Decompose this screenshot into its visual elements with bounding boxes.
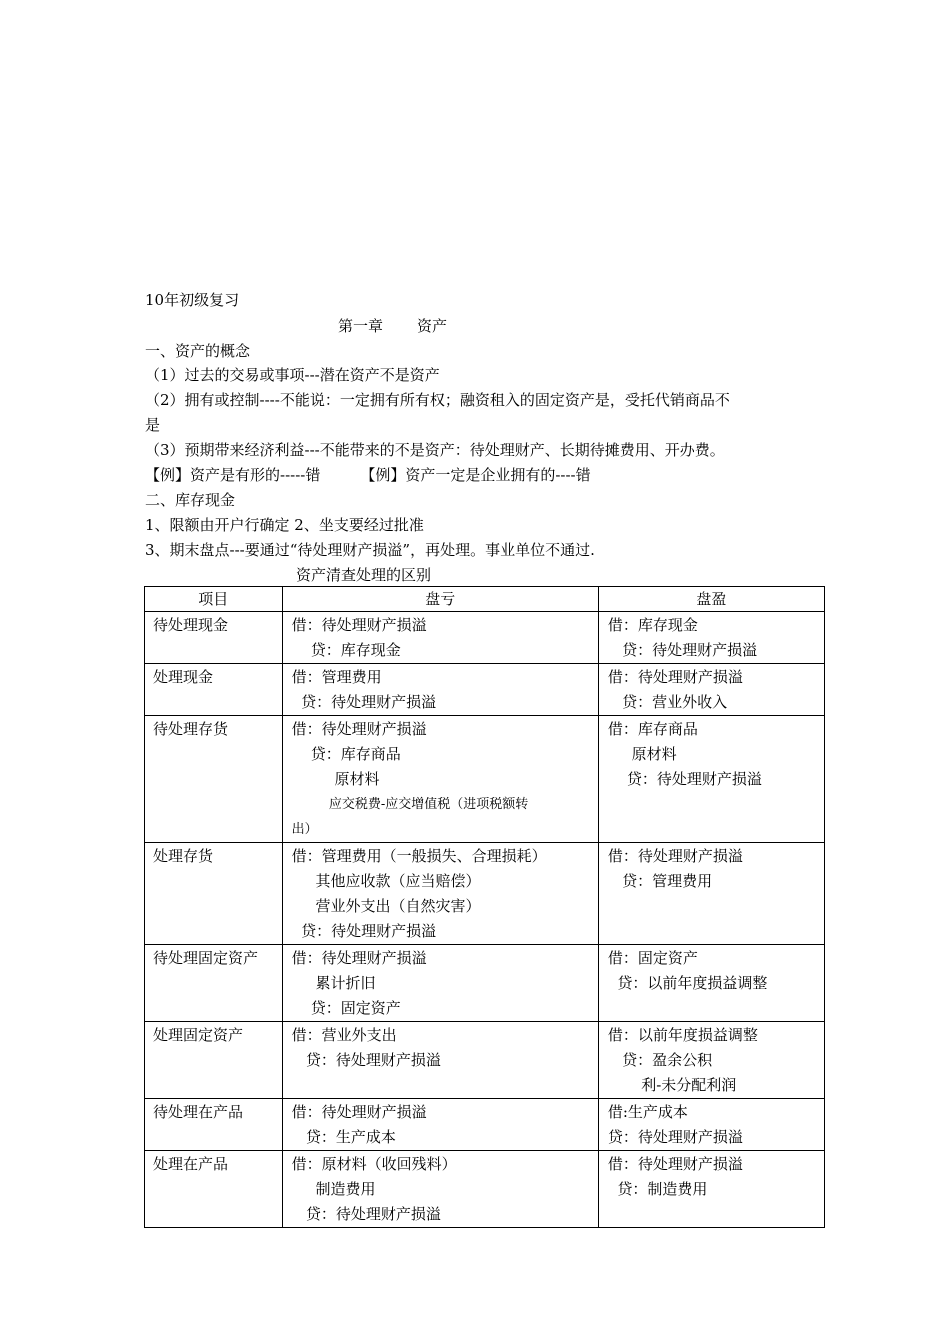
column-header-loss: 盘亏 [282, 587, 598, 612]
table-row [145, 1151, 825, 1228]
section-heading: 二、库存现金 [145, 491, 236, 509]
entry-line: 贷：待处理财产损溢 [291, 1205, 441, 1223]
paragraph-line: 3、期末盘点---要通过“待处理财产损溢”，再处理。事业单位不通过. [145, 541, 595, 559]
paragraph-line: （3）预期带来经济利益---不能带来的不是资产：待处理财产、长期待摊费用、开办费。 [145, 441, 725, 459]
entry-line: 贷：库存商品 [291, 745, 401, 763]
entry-line: 贷：盈余公积 [607, 1051, 713, 1069]
entry-line: 借：以前年度损益调整 [607, 1026, 758, 1044]
row-loss-cell [282, 1151, 598, 1228]
row-item-label: 处理在产品 [153, 1155, 229, 1173]
row-item-cell [145, 1022, 283, 1099]
row-gain-cell [598, 843, 824, 945]
entry-line: 借：固定资产 [607, 949, 698, 967]
paragraph-line: 是 [145, 416, 161, 434]
table-row [145, 843, 825, 945]
table-caption: 资产清查处理的区别 [296, 566, 432, 584]
row-item-cell [145, 1151, 283, 1228]
entry-line: 贷：营业外收入 [607, 693, 728, 711]
row-loss-cell [282, 1022, 598, 1099]
table-row [145, 612, 825, 664]
paragraph-line: （1）过去的交易或事项---潜在资产不是资产 [145, 366, 440, 384]
row-loss-cell [282, 716, 598, 843]
example-text: 【例】资产一定是企业拥有的----错 [360, 466, 591, 484]
row-item-cell [145, 612, 283, 664]
entry-line: 借：库存商品 [607, 720, 698, 738]
example-line [145, 465, 591, 485]
row-item-label: 处理固定资产 [153, 1026, 244, 1044]
row-item-label: 待处理现金 [153, 616, 229, 634]
row-loss-cell [282, 1099, 598, 1151]
row-item-cell [145, 945, 283, 1022]
table-row [145, 945, 825, 1022]
example-text: 【例】资产是有形的-----错 [145, 466, 321, 484]
paragraph-line: 1、限额由开户行确定 2、坐支要经过批准 [145, 516, 424, 534]
entry-line: 贷：待处理财产损溢 [291, 1051, 441, 1069]
row-gain-cell [598, 612, 824, 664]
entry-line: 贷：生产成本 [291, 1128, 396, 1146]
entry-line: 借：待处理财产损溢 [291, 720, 427, 738]
entry-line: 原材料 [607, 745, 677, 763]
entry-line: 借：待处理财产损溢 [291, 616, 427, 634]
entry-line: 借：原材料（收回残料） [291, 1155, 457, 1173]
row-gain-cell [598, 1099, 824, 1151]
entry-line: 出） [291, 822, 318, 837]
row-gain-cell [598, 716, 824, 843]
row-loss-cell [282, 612, 598, 664]
entry-line: 借：管理费用 [291, 668, 382, 686]
section-heading: 一、资产的概念 [145, 342, 251, 360]
entry-line: 借:生产成本 [607, 1103, 688, 1121]
table-header-row [145, 587, 825, 612]
table-row [145, 664, 825, 716]
document-header: 10年初级复习 [145, 291, 240, 309]
entry-line: 借：库存现金 [607, 616, 698, 634]
entry-line: 借：待处理财产损溢 [291, 1103, 427, 1121]
entry-line: 原材料 [291, 770, 380, 788]
entry-line: 贷：待处理财产损溢 [607, 1128, 743, 1146]
entry-line: 借：待处理财产损溢 [607, 847, 743, 865]
row-item-label: 待处理存货 [153, 720, 229, 738]
column-header-item: 项目 [145, 587, 283, 612]
row-item-cell [145, 1099, 283, 1151]
row-loss-cell [282, 664, 598, 716]
entry-line: 借：待处理财产损溢 [291, 949, 427, 967]
entry-line: 贷：固定资产 [291, 999, 401, 1017]
column-header-gain: 盘盈 [598, 587, 824, 612]
entry-line: 利-未分配利润 [607, 1076, 737, 1094]
entry-line: 贷：待处理财产损溢 [291, 693, 437, 711]
entry-line: 制造费用 [291, 1180, 376, 1198]
chapter-heading [338, 316, 447, 336]
row-loss-cell [282, 945, 598, 1022]
table-row [145, 716, 825, 843]
row-gain-cell [598, 664, 824, 716]
entry-line: 贷：待处理财产损溢 [291, 922, 437, 940]
entry-line: 借：待处理财产损溢 [607, 1155, 743, 1173]
row-gain-cell [598, 945, 824, 1022]
row-item-label: 处理现金 [153, 668, 214, 686]
table-row [145, 1022, 825, 1099]
row-item-label: 待处理在产品 [153, 1103, 244, 1121]
table-body [145, 612, 825, 1228]
inventory-check-table [144, 586, 825, 1228]
row-item-label: 待处理固定资产 [153, 949, 259, 967]
entry-line: 贷：管理费用 [607, 872, 713, 890]
row-item-cell [145, 843, 283, 945]
entry-line: 应交税费-应交增值税（进项税额转 [291, 797, 529, 812]
entry-line: 贷：库存现金 [291, 641, 401, 659]
entry-line: 贷：制造费用 [607, 1180, 708, 1198]
entry-line: 其他应收款（应当赔偿） [291, 872, 481, 890]
entry-line: 贷：待处理财产损溢 [607, 641, 758, 659]
entry-line: 借：管理费用（一般损失、合理损耗） [291, 847, 547, 865]
table-row [145, 1099, 825, 1151]
row-gain-cell [598, 1151, 824, 1228]
entry-line: 贷：以前年度损益调整 [607, 974, 768, 992]
row-gain-cell [598, 1022, 824, 1099]
entry-line: 贷：待处理财产损溢 [607, 770, 762, 788]
chapter-title: 资产 [417, 317, 448, 335]
entry-line: 累计折旧 [291, 974, 376, 992]
entry-line: 借：营业外支出 [291, 1026, 397, 1044]
chapter-label: 第一章 [338, 317, 384, 335]
row-item-cell [145, 664, 283, 716]
row-item-cell [145, 716, 283, 843]
row-item-label: 处理存货 [153, 847, 214, 865]
row-loss-cell [282, 843, 598, 945]
entry-line: 借：待处理财产损溢 [607, 668, 743, 686]
paragraph-line: （2）拥有或控制----不能说：一定拥有所有权；融资租入的固定资产是，受托代销商品不 [145, 391, 730, 409]
entry-line: 营业外支出（自然灾害） [291, 897, 481, 915]
